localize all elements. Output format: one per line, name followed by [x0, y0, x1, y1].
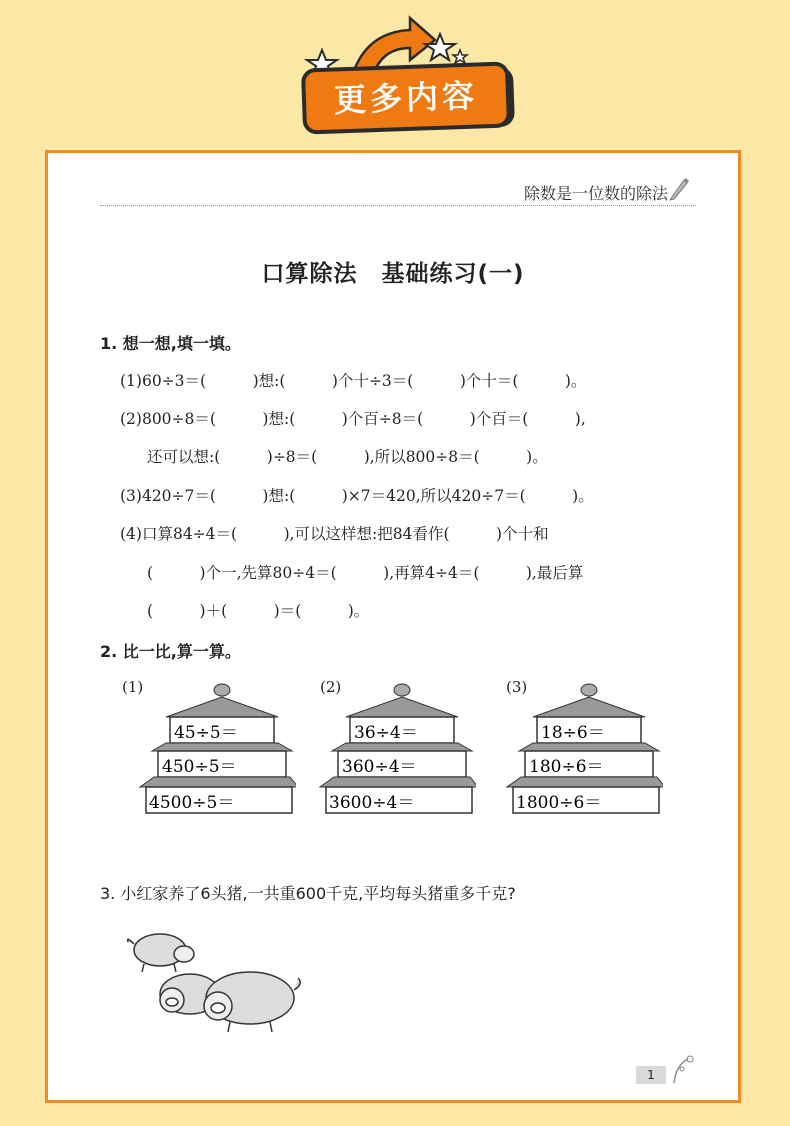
q1-heading: 1. 想一想,填一填。: [100, 334, 241, 353]
pagoda-3: [503, 683, 663, 823]
page-title: 口算除法 基础练习(一): [261, 261, 525, 287]
pig-icon: [128, 934, 194, 972]
pagoda-2: [316, 683, 476, 823]
pagoda-1: [136, 683, 296, 823]
pagoda-2-row-1: 36÷4＝: [354, 723, 418, 743]
q1-line-1: (1)60÷3＝( )想:( )个十÷3＝( )个十＝( )。: [120, 372, 587, 390]
q1-line-4: (3)420÷7＝( )想:( )×7＝420,所以420÷7＝( )。: [120, 487, 594, 505]
pagoda-3-row-1: 18÷6＝: [541, 723, 605, 743]
section-header: 除数是一位数的除法: [523, 184, 668, 203]
pencil-icon: [668, 175, 690, 201]
header-divider: [100, 205, 696, 206]
pagoda-2-row-2: 360÷4＝: [342, 757, 417, 777]
badge-label[interactable]: 更多内容: [301, 61, 511, 134]
q1-line-7: ( )＋( )＝( )。: [147, 602, 370, 620]
more-content-badge[interactable]: [300, 10, 520, 130]
pagoda-1-row-2: 450÷5＝: [162, 757, 237, 777]
pagoda-3-label: (3): [506, 678, 528, 696]
pagoda-2-label: (2): [320, 678, 342, 696]
pagoda-1-label: (1): [122, 678, 144, 696]
pagoda-2-row-3: 3600÷4＝: [329, 793, 415, 813]
pigs-illustration: [120, 928, 310, 1048]
q1-line-6: ( )个一,先算80÷4＝( ),再算4÷4＝( ),最后算: [147, 564, 584, 582]
pagoda-3-row-2: 180÷6＝: [529, 757, 604, 777]
worksheet-page: [45, 150, 741, 1103]
q1-line-3: 还可以想:( )÷8＝( ),所以800÷8＝( )。: [147, 448, 548, 466]
q1-line-5: (4)口算84÷4＝( ),可以这样想:把84看作( )个十和: [120, 525, 549, 543]
q1-line-2: (2)800÷8＝( )想:( )个百÷8＝( )个百＝( ),: [120, 410, 586, 428]
q2-heading: 2. 比一比,算一算。: [100, 642, 241, 661]
pagoda-1-row-3: 4500÷5＝: [149, 793, 235, 813]
page-number: 1: [636, 1066, 666, 1084]
page-decoration-icon: [670, 1053, 696, 1085]
q3-heading: 3. 小红家养了6头猪,一共重600千克,平均每头猪重多千克?: [100, 884, 516, 903]
pagoda-3-row-3: 1800÷6＝: [516, 793, 602, 813]
pagoda-1-row-1: 45÷5＝: [174, 723, 238, 743]
